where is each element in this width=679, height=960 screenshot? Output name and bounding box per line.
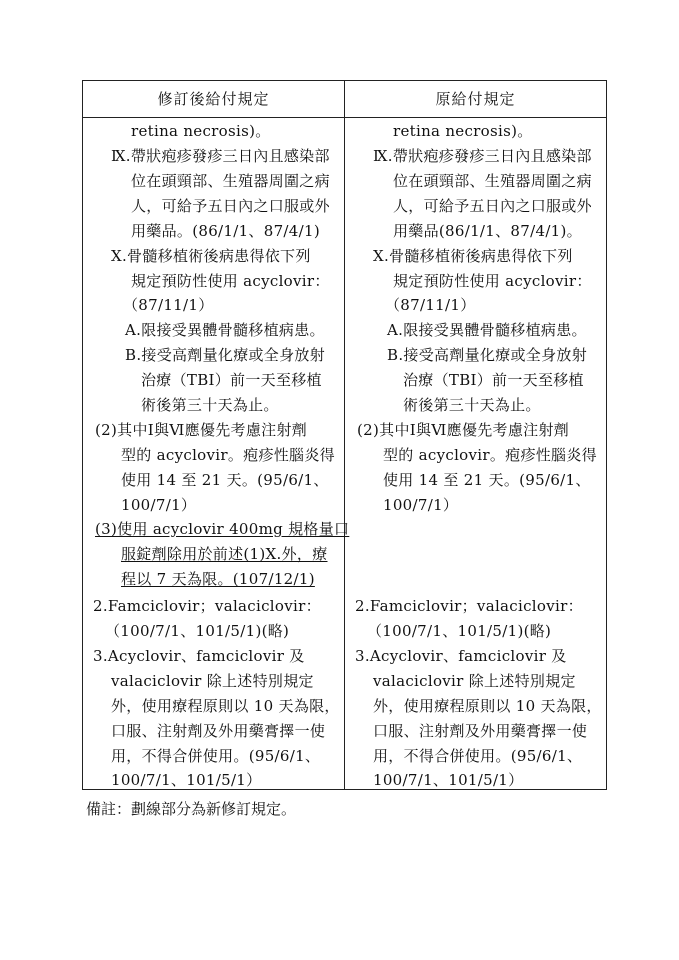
header-divider (83, 117, 606, 118)
revised-line: 型的 acyclovir。疱疹性腦炎得 (121, 446, 335, 464)
revised-line: 位在頭頸部、生殖器周圍之病 (131, 172, 330, 190)
original-line: valaciclovir 除上述特別規定 (373, 672, 576, 690)
revised-line: retina necrosis)。 (131, 122, 271, 140)
revised-line: 治療（TBI）前一天至移植 (141, 371, 322, 389)
revised-line: 口服、注射劑及外用藥膏擇一使 (111, 722, 326, 740)
original-line: Ⅹ.骨髓移植術後病患得依下列 (373, 247, 573, 265)
original-line: B.接受高劑量化療或全身放射 (387, 346, 587, 364)
original-line: retina necrosis)。 (393, 122, 533, 140)
revised-line: A.限接受異體骨髓移植病患。 (125, 321, 325, 339)
original-line: (2)其中Ⅰ與Ⅵ應優先考慮注射劑 (357, 421, 570, 439)
original-line: 用藥品(86/1/1、87/4/1)。 (393, 222, 582, 240)
revised-new-line: (3)使用 acyclovir 400mg 規格量口 (95, 520, 350, 538)
original-line: Ⅸ.帶狀疱疹發疹三日內且感染部 (373, 147, 592, 165)
original-line: 用，不得合併使用。(95/6/1、 (373, 747, 583, 765)
header-revised: 修訂後給付規定 (157, 90, 270, 108)
original-line: 規定預防性使用 acyclovir： (393, 272, 592, 290)
original-line: 外，使用療程原則以 10 天為限， (373, 697, 602, 715)
revised-new-line: 程以 7 天為限。(107/12/1) (121, 570, 315, 588)
original-line: 治療（TBI）前一天至移植 (403, 371, 584, 389)
original-line: 100/7/1、101/5/1） (373, 771, 524, 789)
original-line: （100/7/1、101/5/1)(略) (367, 622, 552, 640)
revised-line: Ⅸ.帶狀疱疹發疹三日內且感染部 (111, 147, 330, 165)
original-line: 100/7/1） (383, 496, 459, 514)
revised-line: 術後第三十天為止。 (141, 396, 279, 414)
revised-line: 用藥品。(86/1/1、87/4/1) (131, 222, 320, 240)
revised-line: （87/11/1） (123, 296, 214, 314)
revised-line: （100/7/1、101/5/1)(略) (105, 622, 290, 640)
revised-new-line: 服錠劑除用於前述(1)Ⅹ.外，療 (121, 545, 328, 563)
original-line: A.限接受異體骨髓移植病患。 (387, 321, 587, 339)
revised-line: 100/7/1、101/5/1） (111, 771, 262, 789)
original-line: 使用 14 至 21 天。(95/6/1、 (383, 471, 591, 489)
footnote: 備註：劃線部分為新修訂規定。 (86, 800, 297, 818)
original-line: 位在頭頸部、生殖器周圍之病 (393, 172, 592, 190)
original-line: 型的 acyclovir。疱疹性腦炎得 (383, 446, 597, 464)
original-line: 術後第三十天為止。 (403, 396, 541, 414)
comparison-table (82, 80, 607, 790)
original-line: 人，可給予五日內之口服或外 (393, 197, 592, 215)
original-line: 3.Acyclovir、famciclovir 及 (355, 647, 567, 665)
revised-line: 100/7/1） (121, 496, 197, 514)
revised-line: 人，可給予五日內之口服或外 (131, 197, 330, 215)
original-line: 2.Famciclovir；valaciclovir： (355, 597, 583, 615)
revised-line: 2.Famciclovir；valaciclovir： (93, 597, 321, 615)
revised-line: (2)其中Ⅰ與Ⅵ應優先考慮注射劑 (95, 421, 308, 439)
revised-line: 規定預防性使用 acyclovir： (131, 272, 330, 290)
revised-line: 使用 14 至 21 天。(95/6/1、 (121, 471, 329, 489)
original-line: （87/11/1） (385, 296, 476, 314)
revised-line: 外，使用療程原則以 10 天為限， (111, 697, 340, 715)
revised-line: 3.Acyclovir、famciclovir 及 (93, 647, 305, 665)
revised-line: B.接受高劑量化療或全身放射 (125, 346, 325, 364)
revised-line: valaciclovir 除上述特別規定 (111, 672, 314, 690)
original-line: 口服、注射劑及外用藥膏擇一使 (373, 722, 588, 740)
column-divider (344, 81, 345, 789)
revised-line: Ⅹ.骨髓移植術後病患得依下列 (111, 247, 311, 265)
header-original: 原給付規定 (435, 90, 516, 108)
revised-line: 用，不得合併使用。(95/6/1、 (111, 747, 321, 765)
